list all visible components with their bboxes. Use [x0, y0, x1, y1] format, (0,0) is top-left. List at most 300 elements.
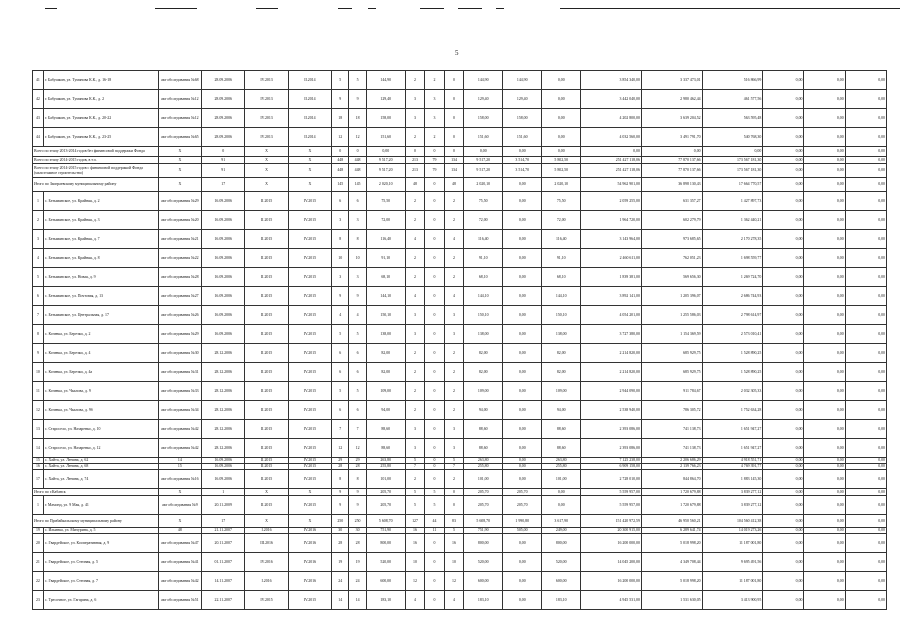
table-cell: с. Хайта, ул. Ленина, д. 68	[43, 464, 158, 470]
table-row	[33, 572, 887, 591]
table-cell: 0,00	[763, 528, 804, 534]
table-cell: 3	[405, 420, 425, 439]
table-cell: 1 964 720,00	[581, 211, 642, 230]
table-cell: 3	[405, 90, 425, 109]
table-cell: 255,80	[464, 464, 503, 470]
table-cell: 0,00	[804, 591, 845, 610]
table-cell: 0,00	[503, 591, 542, 610]
table-cell: 0,00	[845, 515, 886, 528]
table-cell: II.2015	[245, 401, 288, 420]
table-cell: 79	[425, 157, 445, 164]
table-cell: 77 870 137,66	[641, 157, 702, 164]
table-cell: IV.2015	[288, 470, 331, 489]
table-cell: 28.09.2006	[202, 109, 245, 128]
table-cell: 116,40	[542, 230, 581, 249]
table-cell: с. Кочевка, ул. Березки, д. 2	[43, 325, 158, 344]
table-cell: акт обследования №42	[158, 420, 201, 439]
table-cell: 0,00	[763, 439, 804, 458]
table-cell: IV.2016	[288, 572, 331, 591]
table-cell: 2	[444, 382, 464, 401]
table-cell: 0,00	[763, 591, 804, 610]
table-cell: 91,10	[464, 249, 503, 268]
table-cell: 9	[349, 90, 366, 109]
table-cell: 16.09.2006	[202, 192, 245, 211]
table-cell: 134	[444, 157, 464, 164]
table-cell: 79	[425, 164, 445, 178]
table-cell: 82,00	[464, 363, 503, 382]
table-cell: 144,10	[542, 287, 581, 306]
table-cell: 2 032 305,33	[702, 382, 763, 401]
table-cell: с. Гвардейское, ул. Кооперативная, д. 9	[43, 534, 158, 553]
table-cell: 0,00	[763, 382, 804, 401]
table-cell: 0,00	[804, 178, 845, 192]
table-cell: 5 018 998,20	[641, 534, 702, 553]
table-row	[33, 420, 887, 439]
table-cell: 6	[332, 192, 349, 211]
table-cell: 16	[405, 528, 425, 534]
table-cell: 150,10	[542, 306, 581, 325]
table-cell: 28.12.2006	[202, 420, 245, 439]
table-cell: 0,00	[763, 306, 804, 325]
table-cell: 15	[33, 458, 44, 464]
table-cell: 2	[444, 470, 464, 489]
table-cell: 68,10	[366, 268, 405, 287]
table-total-row	[33, 164, 887, 178]
table-cell: 5 802,50	[542, 157, 581, 164]
table-cell: акт обследования №31	[158, 363, 201, 382]
table-cell: 0	[425, 178, 445, 192]
table-cell: 0,00	[763, 401, 804, 420]
table-cell: 0,00	[503, 363, 542, 382]
table-cell: акт обследования №47	[158, 534, 201, 553]
table-cell: с. Кочевка, ул. Чкалова, д. 9б	[43, 401, 158, 420]
table-cell: 116,40	[366, 230, 405, 249]
table-cell: 0,00	[542, 90, 581, 109]
table-cell: 144,90	[464, 71, 503, 90]
table-cell: 183,10	[542, 591, 581, 610]
table-cell: 0,00	[503, 401, 542, 420]
table-cell: 0	[425, 553, 445, 572]
table-cell: 2 944 090,00	[581, 382, 642, 401]
table-cell: акт обследования №34	[158, 401, 201, 420]
table-cell: 0,00	[804, 439, 845, 458]
table-cell: 0,00	[503, 439, 542, 458]
table-cell: 205,70	[366, 496, 405, 515]
table-cell: 5	[332, 325, 349, 344]
table-cell: 2	[444, 249, 464, 268]
table-cell: 20.11.2009	[202, 496, 245, 515]
table-cell: 2 460 611,00	[581, 249, 642, 268]
table-cell: 14 045 200,00	[581, 553, 642, 572]
table-cell: 3	[405, 306, 425, 325]
table-cell: акт обследования №28	[158, 268, 201, 287]
table-cell: 16.09.2006	[202, 249, 245, 268]
header-dash	[338, 8, 352, 9]
table-cell: 3	[349, 211, 366, 230]
table-cell: 88,60	[366, 439, 405, 458]
table-cell: 251 427 118,06	[581, 157, 642, 164]
table-cell: 24	[332, 572, 349, 591]
table-cell: 7	[332, 420, 349, 439]
table-cell: 0,00	[804, 534, 845, 553]
table-cell: акт обследования №22	[158, 249, 201, 268]
table-cell: 2	[405, 382, 425, 401]
table-cell: 4 769 391,77	[702, 464, 763, 470]
table-row	[33, 534, 887, 553]
table-cell: 4 032 560,00	[581, 128, 642, 147]
table-cell: 2	[405, 249, 425, 268]
table-cell: 0	[425, 325, 445, 344]
table-cell: с. Безымянское, ул. Новая, д. 9	[43, 268, 158, 287]
table-row	[33, 325, 887, 344]
table-cell: 3 514,70	[503, 164, 542, 178]
table-cell: 0,00	[804, 458, 845, 464]
table-cell: X	[158, 178, 201, 192]
table-cell: 9 695 491,56	[702, 553, 763, 572]
table-cell: 0,00	[804, 128, 845, 147]
table-cell: 127	[405, 515, 425, 528]
table-cell: 29	[332, 458, 349, 464]
table-cell: с. Хайта, ул. Ленина, д. 62	[43, 458, 158, 464]
table-cell: 2 214 820,00	[581, 344, 642, 363]
table-cell: 28.12.2006	[202, 439, 245, 458]
table-row	[33, 268, 887, 287]
table-cell: 10	[444, 553, 464, 572]
table-cell: Всего по этапу 2013-2014 годов без финансовой поддержки Фонда	[33, 147, 159, 157]
table-cell: 19	[332, 553, 349, 572]
table-cell: акт обследования №26	[158, 306, 201, 325]
table-cell: 91,10	[542, 249, 581, 268]
table-cell: 3 337 473,01	[641, 71, 702, 90]
table-cell: 4	[405, 287, 425, 306]
table-cell: X	[245, 489, 288, 496]
table-cell: 249,00	[542, 528, 581, 534]
table-cell: 16	[33, 464, 44, 470]
table-cell: 91	[202, 164, 245, 178]
table-cell: 0	[425, 470, 445, 489]
table-cell: 16.09.2006	[202, 230, 245, 249]
table-cell: 600,00	[542, 572, 581, 591]
table-cell: 0,00	[763, 192, 804, 211]
table-cell: IV.2015	[288, 287, 331, 306]
table-cell: IV.2015	[288, 192, 331, 211]
table-cell: 0,00	[763, 553, 804, 572]
table-cell: 540 768,30	[702, 128, 763, 147]
table-cell: 600,00	[366, 572, 405, 591]
table-cell: 4	[405, 591, 425, 610]
table-cell: 29	[349, 458, 366, 464]
table-cell: с. Безымянское, ул. Крайняя, д. 2	[43, 192, 158, 211]
table-cell: 0	[425, 249, 445, 268]
table-cell: 0,00	[804, 90, 845, 109]
table-cell: 6	[349, 401, 366, 420]
table-cell: 109,00	[366, 382, 405, 401]
table-cell: 0,00	[581, 147, 642, 157]
table-row	[33, 249, 887, 268]
table-cell: 0,00	[763, 420, 804, 439]
table-cell: 183,10	[464, 591, 503, 610]
table-cell: 8	[332, 230, 349, 249]
table-cell: 15	[158, 464, 201, 470]
table-cell: 1 205 396,07	[641, 287, 702, 306]
table-cell: 36 898 130,43	[641, 178, 702, 192]
table-cell: акт обследования №21	[158, 230, 201, 249]
table-cell: 0	[425, 534, 445, 553]
table-cell: с. Хайта, ул. Ленина, д. 74	[43, 470, 158, 489]
table-cell: 0,00	[845, 71, 886, 90]
table-cell: IV.2015	[288, 363, 331, 382]
table-cell: 5 802,50	[542, 164, 581, 178]
table-cell: 9 517,20	[464, 157, 503, 164]
table-row	[33, 401, 887, 420]
table-cell: 2	[405, 128, 425, 147]
table-cell: 0	[444, 489, 464, 496]
table-cell: 3 639 204,52	[641, 109, 702, 128]
table-cell: 4	[444, 591, 464, 610]
table-row	[33, 553, 887, 572]
table-cell: 82,00	[464, 344, 503, 363]
table-cell: 741 138,73	[641, 420, 702, 439]
table-cell: 0	[349, 147, 366, 157]
table-cell: X	[288, 147, 331, 157]
table-cell: 5	[405, 496, 425, 515]
table-cell: 0	[425, 591, 445, 610]
table-cell: II.2015	[245, 230, 288, 249]
table-cell: IV.2013	[245, 71, 288, 90]
table-cell: 2 020,10	[366, 178, 405, 192]
table-cell: 28.12.2006	[202, 344, 245, 363]
table-cell: 0,00	[763, 178, 804, 192]
table-cell: 82,00	[366, 363, 405, 382]
table-cell: 2 393 086,00	[581, 439, 642, 458]
table-cell: 0,00	[845, 382, 886, 401]
table-cell: акт обследования №68	[158, 71, 201, 90]
table-cell: 82,00	[542, 344, 581, 363]
table-cell: X	[288, 515, 331, 528]
table-cell: 1 269 724,70	[702, 268, 763, 287]
table-cell: IV.2015	[288, 420, 331, 439]
table-cell: 0,00	[845, 458, 886, 464]
table-cell: 2	[444, 363, 464, 382]
table-cell: 144,90	[503, 71, 542, 90]
table-cell: 0,00	[804, 489, 845, 496]
table-cell: 786 305,72	[641, 401, 702, 420]
table-row	[33, 128, 887, 147]
table-cell: 16 200 000,00	[581, 534, 642, 553]
table-cell: 3 727 380,00	[581, 325, 642, 344]
table-cell: II.2015	[245, 211, 288, 230]
table-cell: 0,00	[763, 249, 804, 268]
table-cell: 7 125 238,00	[581, 458, 642, 464]
table-cell: IV.2013	[245, 109, 288, 128]
table-cell: 7	[444, 464, 464, 470]
table-cell: II.2015	[245, 470, 288, 489]
table-cell: II.2015	[245, 192, 288, 211]
table-cell: 0,00	[503, 420, 542, 439]
header-dash	[45, 8, 57, 9]
table-cell: IV.2015	[288, 464, 331, 470]
table-cell: X	[288, 164, 331, 178]
table-cell: 16.09.2006	[202, 306, 245, 325]
table-cell: I.2016	[245, 572, 288, 591]
table-cell: 0,00	[845, 363, 886, 382]
table-cell: 20 300 915,00	[581, 528, 642, 534]
table-cell: 251 427 118,06	[581, 164, 642, 178]
table-cell: 0,00	[845, 420, 886, 439]
table-cell: 16.09.2006	[202, 464, 245, 470]
table-row	[33, 382, 887, 401]
table-cell: 2	[405, 71, 425, 90]
table-cell: 569 656,30	[641, 268, 702, 287]
table-cell: 16.09.2006	[202, 458, 245, 464]
table-cell: с. Безымянское, ул. Центральная, д. 17	[43, 306, 158, 325]
table-cell: 17	[33, 470, 44, 489]
table-cell: 0,00	[804, 249, 845, 268]
table-cell: 28.12.2006	[202, 382, 245, 401]
table-row	[33, 192, 887, 211]
table-cell: 0,00	[845, 572, 886, 591]
table-cell: 0,00	[542, 109, 581, 128]
table-cell: 0,00	[804, 192, 845, 211]
table-cell: 685 929,75	[641, 363, 702, 382]
table-cell: IV.2016	[288, 528, 331, 534]
table-cell: X	[245, 178, 288, 192]
table-cell: IV.2015	[288, 306, 331, 325]
table-cell: 28.09.2006	[202, 128, 245, 147]
table-cell: 0,00	[845, 528, 886, 534]
table-cell: 448	[349, 157, 366, 164]
table-cell: 0,00	[804, 420, 845, 439]
table-cell: 1	[33, 192, 44, 211]
table-cell: 16.09.2006	[202, 287, 245, 306]
table-cell: 0,00	[804, 164, 845, 178]
table-cell: 129,40	[503, 90, 542, 109]
table-cell: 973 685,65	[641, 230, 702, 249]
table-cell: 0,00	[804, 528, 845, 534]
table-cell: 3	[444, 325, 464, 344]
table-cell: 6 909 158,00	[581, 464, 642, 470]
table-cell: 8	[33, 325, 44, 344]
table-cell: II.2015	[245, 496, 288, 515]
table-cell: 10	[405, 553, 425, 572]
table-cell: 3	[405, 325, 425, 344]
table-cell: 0,00	[763, 496, 804, 515]
table-cell: 0,00	[845, 401, 886, 420]
table-row	[33, 306, 887, 325]
table-cell: 0,00	[845, 192, 886, 211]
table-cell: 0	[425, 192, 445, 211]
table-total-row	[33, 178, 887, 192]
table-cell: 0,00	[845, 464, 886, 470]
table-cell: 5	[425, 496, 445, 515]
table-cell: 6	[332, 401, 349, 420]
header-dash	[496, 8, 504, 9]
table-cell: 0,00	[542, 489, 581, 496]
table-cell: 75,50	[464, 192, 503, 211]
table-cell: 1 990,80	[503, 515, 542, 528]
table-cell: 0,00	[763, 230, 804, 249]
table-cell: 41	[33, 71, 44, 90]
table-cell: 213	[405, 164, 425, 178]
table-cell: 0	[425, 344, 445, 363]
table-cell: II.2014	[288, 90, 331, 109]
table-cell: 12	[349, 128, 366, 147]
table-cell: 751,90	[366, 528, 405, 534]
table-cell: 0,00	[366, 147, 405, 157]
table-cell: 82,00	[542, 363, 581, 382]
table-cell: 3 143 964,00	[581, 230, 642, 249]
table-row	[33, 439, 887, 458]
table-cell: акт обследования №20	[158, 211, 201, 230]
table-cell: 3 839 277,12	[702, 489, 763, 496]
table-cell: Итого по г.Кабанск	[33, 489, 159, 496]
table-cell: с. Ильинка, ул. Мичурина, д. 5	[43, 528, 158, 534]
table-cell: 9	[349, 287, 366, 306]
table-cell: Всего по этапу 2014-2015 годов с финансовой поддержкой Фонда (малоэтажное строительство)	[33, 164, 159, 178]
table-cell: 94,00	[542, 401, 581, 420]
table-cell: IV.2015	[288, 591, 331, 610]
table-cell: 2	[444, 211, 464, 230]
table-cell: 0,00	[845, 157, 886, 164]
table-cell: 11 187 001,80	[702, 572, 763, 591]
table-cell: 0,00	[804, 344, 845, 363]
table-cell: 6	[332, 344, 349, 363]
table-cell: II.2014	[288, 128, 331, 147]
table-cell: 28.09.2006	[202, 71, 245, 90]
table-cell: 151,60	[464, 128, 503, 147]
table-cell: 0,00	[804, 401, 845, 420]
table-cell: 3 854 340,00	[581, 71, 642, 90]
table-cell: 911 784,67	[641, 382, 702, 401]
table-cell: 3	[349, 268, 366, 287]
table-cell: 205,70	[464, 496, 503, 515]
table-cell: 255,80	[366, 464, 405, 470]
table-cell: 563 595,48	[702, 109, 763, 128]
table-cell: X	[245, 147, 288, 157]
table-cell: 134	[444, 164, 464, 178]
table-cell: 0,00	[804, 515, 845, 528]
table-cell: 12	[349, 439, 366, 458]
table-cell: 151 420 972,59	[581, 515, 642, 528]
table-cell: 0,00	[503, 192, 542, 211]
table-cell: 0,00	[542, 128, 581, 147]
table-cell: II.2015	[245, 363, 288, 382]
table-cell: с. Безымянское, ул. Крайняя, д. 8	[43, 249, 158, 268]
table-cell: X	[158, 147, 201, 157]
table-cell: 151,60	[366, 128, 405, 147]
table-cell: X	[245, 164, 288, 178]
table-cell: г. Мамонд, ул. 9 Мая, д. 41	[43, 496, 158, 515]
table-cell: 109,00	[542, 382, 581, 401]
table-cell: с. Тресочное, ул. Гагарина, д. 6	[43, 591, 158, 610]
table-cell: г. Бабушкин, ул. Туманова К.К., д. 20-22	[43, 109, 158, 128]
table-cell: IV.2016	[288, 534, 331, 553]
table-cell: 82,00	[366, 344, 405, 363]
table-cell: Итого по Прибайкальскому муниципальному району	[33, 515, 159, 528]
table-cell: 0,00	[804, 464, 845, 470]
table-cell: II.2015	[245, 382, 288, 401]
table-cell: IV.2015	[288, 230, 331, 249]
table-cell: 173 567 181,30	[702, 157, 763, 164]
table-cell: 2 059 255,00	[581, 192, 642, 211]
table-cell: 145	[349, 178, 366, 192]
table-cell: 14	[158, 458, 201, 464]
table-cell: 0	[444, 71, 464, 90]
table-cell: 0,00	[763, 268, 804, 287]
table-cell: 0,00	[804, 363, 845, 382]
table-cell: акт обследования №29	[158, 325, 201, 344]
table-cell: 1 698 559,77	[702, 249, 763, 268]
